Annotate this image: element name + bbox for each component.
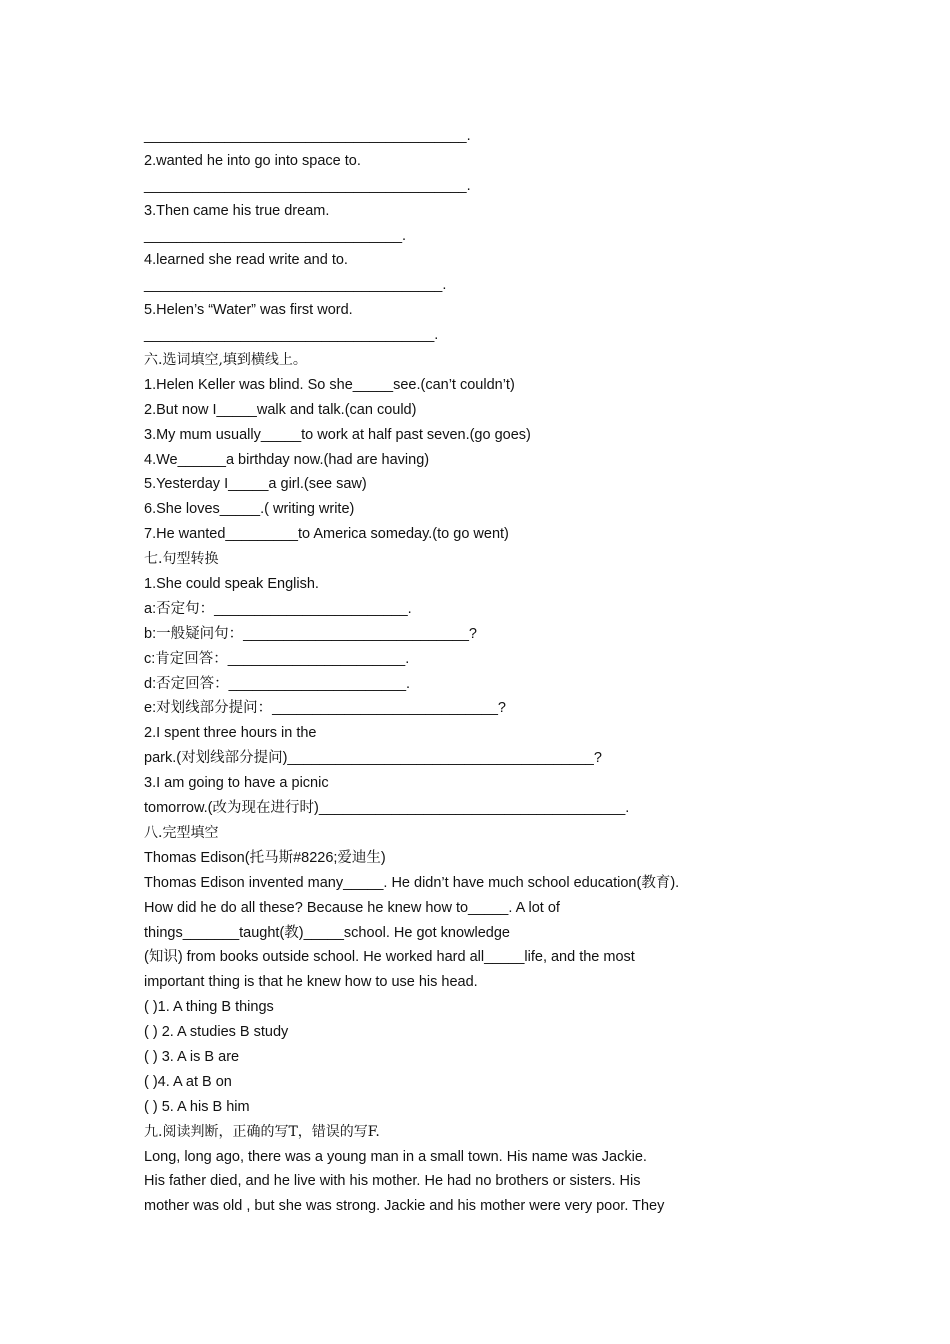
question-text: b:一般疑问句：____________________________? (144, 625, 477, 642)
question-text: 4.learned she read write and to. (144, 252, 348, 269)
question-text: 1.Helen Keller was blind. So she_____see.(can’t couldn’t) (144, 376, 515, 393)
choice-item: ( ) 2. A studies B study (144, 1024, 289, 1041)
question-text: d:否定回答：______________________. (144, 675, 411, 692)
question-text: park.(对划线部分提问)______________________________________? (144, 750, 602, 767)
answer-line: ________________________________________. (144, 128, 471, 144)
passage-text: How did he do all these? Because he knew how to_____. A lot of (144, 899, 560, 916)
question-text: 2.But now I_____walk and talk.(can could) (144, 401, 417, 418)
section-heading: 八.完型填空 (144, 824, 219, 841)
question-text: c:肯定回答：______________________. (144, 650, 410, 667)
choice-item: ( )1. A thing B things (144, 999, 274, 1016)
question-text: 2.wanted he into go into space to. (144, 152, 361, 169)
passage-text: Long, long ago, there was a young man in a small town. His name was Jackie. (144, 1148, 647, 1165)
section-heading: 七.句型转换 (144, 551, 219, 568)
passage-text: things_______taught(教)_____school. He got knowledge (144, 924, 510, 941)
answer-line: _____________________________________. (144, 277, 447, 294)
answer-line: ________________________________. (144, 227, 407, 244)
choice-item: ( )4. A at B on (144, 1073, 232, 1090)
passage-text: important thing is that he knew how to use his head. (144, 974, 478, 991)
passage-text: Thomas Edison invented many_____. He didn’t have much school education(教育). (144, 874, 680, 891)
question-text: 4.We______a birthday now.(had are having) (144, 451, 430, 468)
document-page (144, 124, 864, 1219)
passage-text: His father died, and he live with his mother. He had no brothers or sisters. His (144, 1173, 641, 1190)
question-text: 2.I spent three hours in the (144, 725, 317, 742)
question-text: 3.Then came his true dream. (144, 202, 330, 219)
question-text: 3.I am going to have a picnic (144, 775, 329, 792)
answer-line: ________________________________________. (144, 177, 471, 194)
section-heading: 九.阅读判断，正确的写T，错误的写F. (144, 1123, 380, 1140)
passage-text: mother was old , but she was strong. Jackie and his mother were very poor. They (144, 1198, 665, 1215)
question-text: 1.She could speak English. (144, 576, 319, 593)
question-text: 5.Helen’s “Water” was first word. (144, 302, 353, 319)
question-text: e:对划线部分提问：____________________________? (144, 700, 506, 717)
section-heading: 六.选词填空,填到横线上。 (144, 352, 307, 369)
question-text: 6.She loves_____.( writing write) (144, 501, 355, 518)
answer-line: ____________________________________. (144, 327, 439, 344)
question-text: 7.He wanted_________to America someday.(to go went) (144, 526, 509, 543)
passage-text: (知识) from books outside school. He worked hard all_____life, and the most (144, 949, 635, 966)
choice-item: ( ) 3. A is B are (144, 1048, 240, 1065)
question-text: 5.Yesterday I_____a girl.(see saw) (144, 476, 367, 493)
question-text: 3.My mum usually_____to work at half past seven.(go goes) (144, 426, 531, 443)
passage-title: Thomas Edison(托马斯#8226;爱迪生) (144, 849, 386, 866)
choice-item: ( ) 5. A his B him (144, 1098, 250, 1115)
question-text: tomorrow.(改为现在进行时)______________________________________. (144, 800, 630, 817)
question-text: a:否定句：________________________. (144, 600, 412, 617)
